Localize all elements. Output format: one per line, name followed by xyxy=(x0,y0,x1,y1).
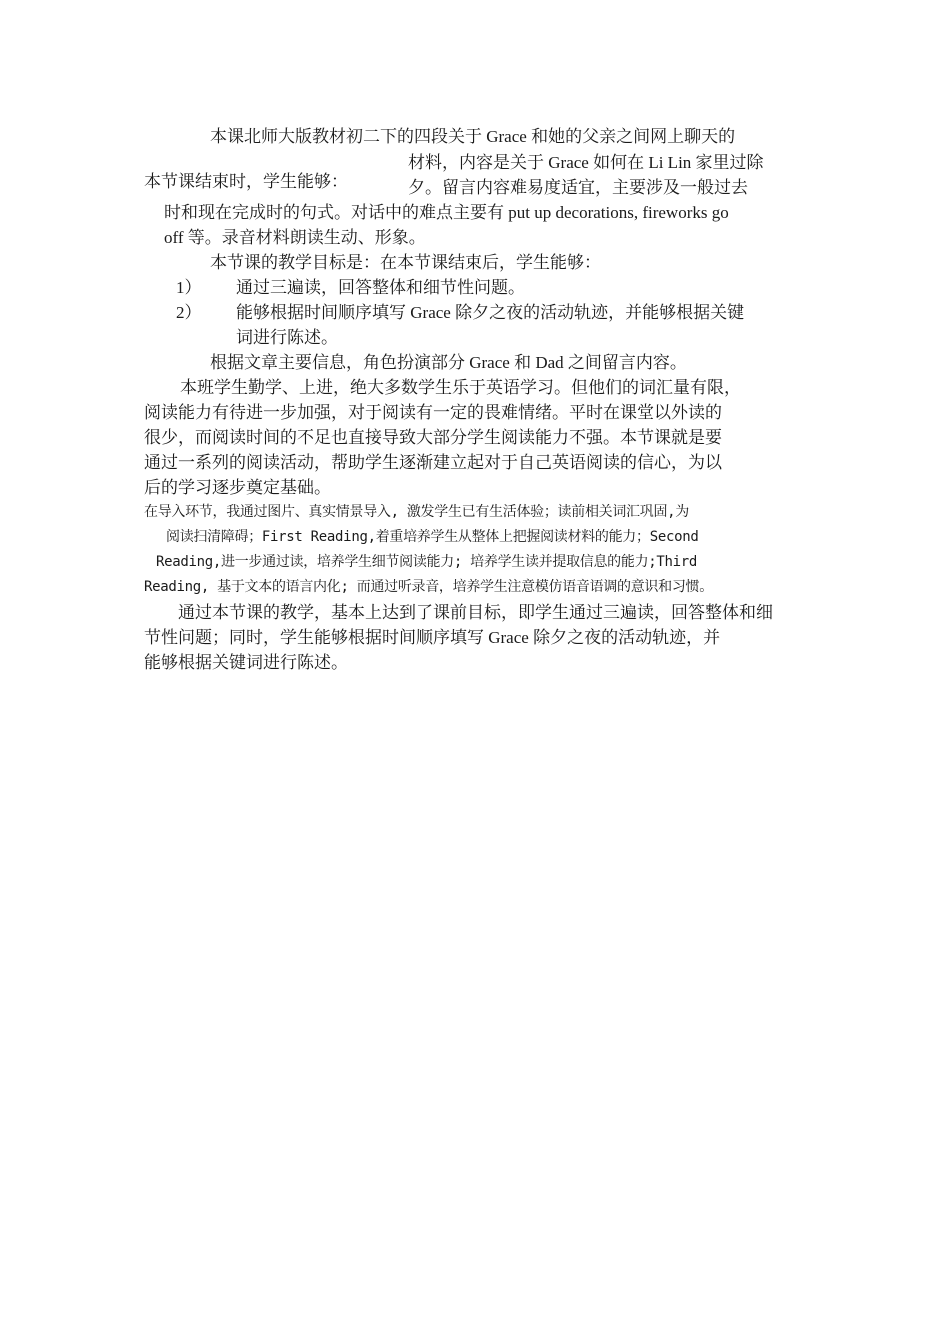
process-line-1: 在导入环节，我通过图片、真实情景导入, 激发学生已有生活体验；读前相关词汇巩固,为 xyxy=(144,504,689,520)
process-line-2: 阅读扫清障碍；First Reading,着重培养学生从整体上把握阅读材料的能力；Second xyxy=(166,529,699,545)
intro-line-2: 材料，内容是关于 Grace 如何在 Li Lin 家里过除 xyxy=(408,153,764,172)
objectives-heading: 本节课的教学目标是：在本节课结束后，学生能够： xyxy=(210,253,601,272)
reflection-line-3: 能够根据关键词进行陈述。 xyxy=(144,653,348,672)
role-play-line: 根据文章主要信息，角色扮演部分 Grace 和 Dad 之间留言内容。 xyxy=(210,353,687,372)
students-line-5: 后的学习逐步奠定基础。 xyxy=(144,478,331,497)
students-line-1: 本班学生勤学、上进，绝大多数学生乐于英语学习。但他们的词汇量有限， xyxy=(180,378,741,397)
reflection-line-2: 节性问题；同时，学生能够根据时间顺序填写 Grace 除夕之夜的活动轨迹，并 xyxy=(144,628,721,647)
objective-number: 2） xyxy=(176,303,202,322)
floating-label: 本节课结束时，学生能够： xyxy=(144,172,348,191)
reflection-line-1: 通过本节课的教学，基本上达到了课前目标，即学生通过三遍读，回答整体和细 xyxy=(178,603,773,622)
intro-line-5: off 等。录音材料朗读生动、形象。 xyxy=(164,228,426,247)
process-line-4: Reading, 基于文本的语言内化; 而通过听录音，培养学生注意模仿语音语调的意识和习惯。 xyxy=(144,579,713,595)
students-line-3: 很少，而阅读时间的不足也直接导致大部分学生阅读能力不强。本节课就是要 xyxy=(144,428,722,447)
process-line-3: Reading,进一步通过读，培养学生细节阅读能力; 培养学生读并提取信息的能力;Third xyxy=(156,554,698,570)
objective-text-continued: 词进行陈述。 xyxy=(236,328,338,347)
students-line-4: 通过一系列的阅读活动，帮助学生逐渐建立起对于自己英语阅读的信心，为以 xyxy=(144,453,722,472)
objective-number: 1） xyxy=(176,278,202,297)
objective-text: 通过三遍读，回答整体和细节性问题。 xyxy=(236,278,525,297)
intro-line-1: 本课北师大版教材初二下的四段关于 Grace 和她的父亲之间网上聊天的 xyxy=(210,127,736,146)
intro-line-3: 夕。留言内容难易度适宜，主要涉及一般过去 xyxy=(408,178,748,197)
intro-line-4: 时和现在完成时的句式。对话中的难点主要有 put up decorations, fireworks go xyxy=(164,203,729,222)
students-line-2: 阅读能力有待进一步加强，对于阅读有一定的畏难情绪。平时在课堂以外读的 xyxy=(144,403,722,422)
objective-text: 能够根据时间顺序填写 Grace 除夕之夜的活动轨迹，并能够根据关键 xyxy=(236,303,745,322)
